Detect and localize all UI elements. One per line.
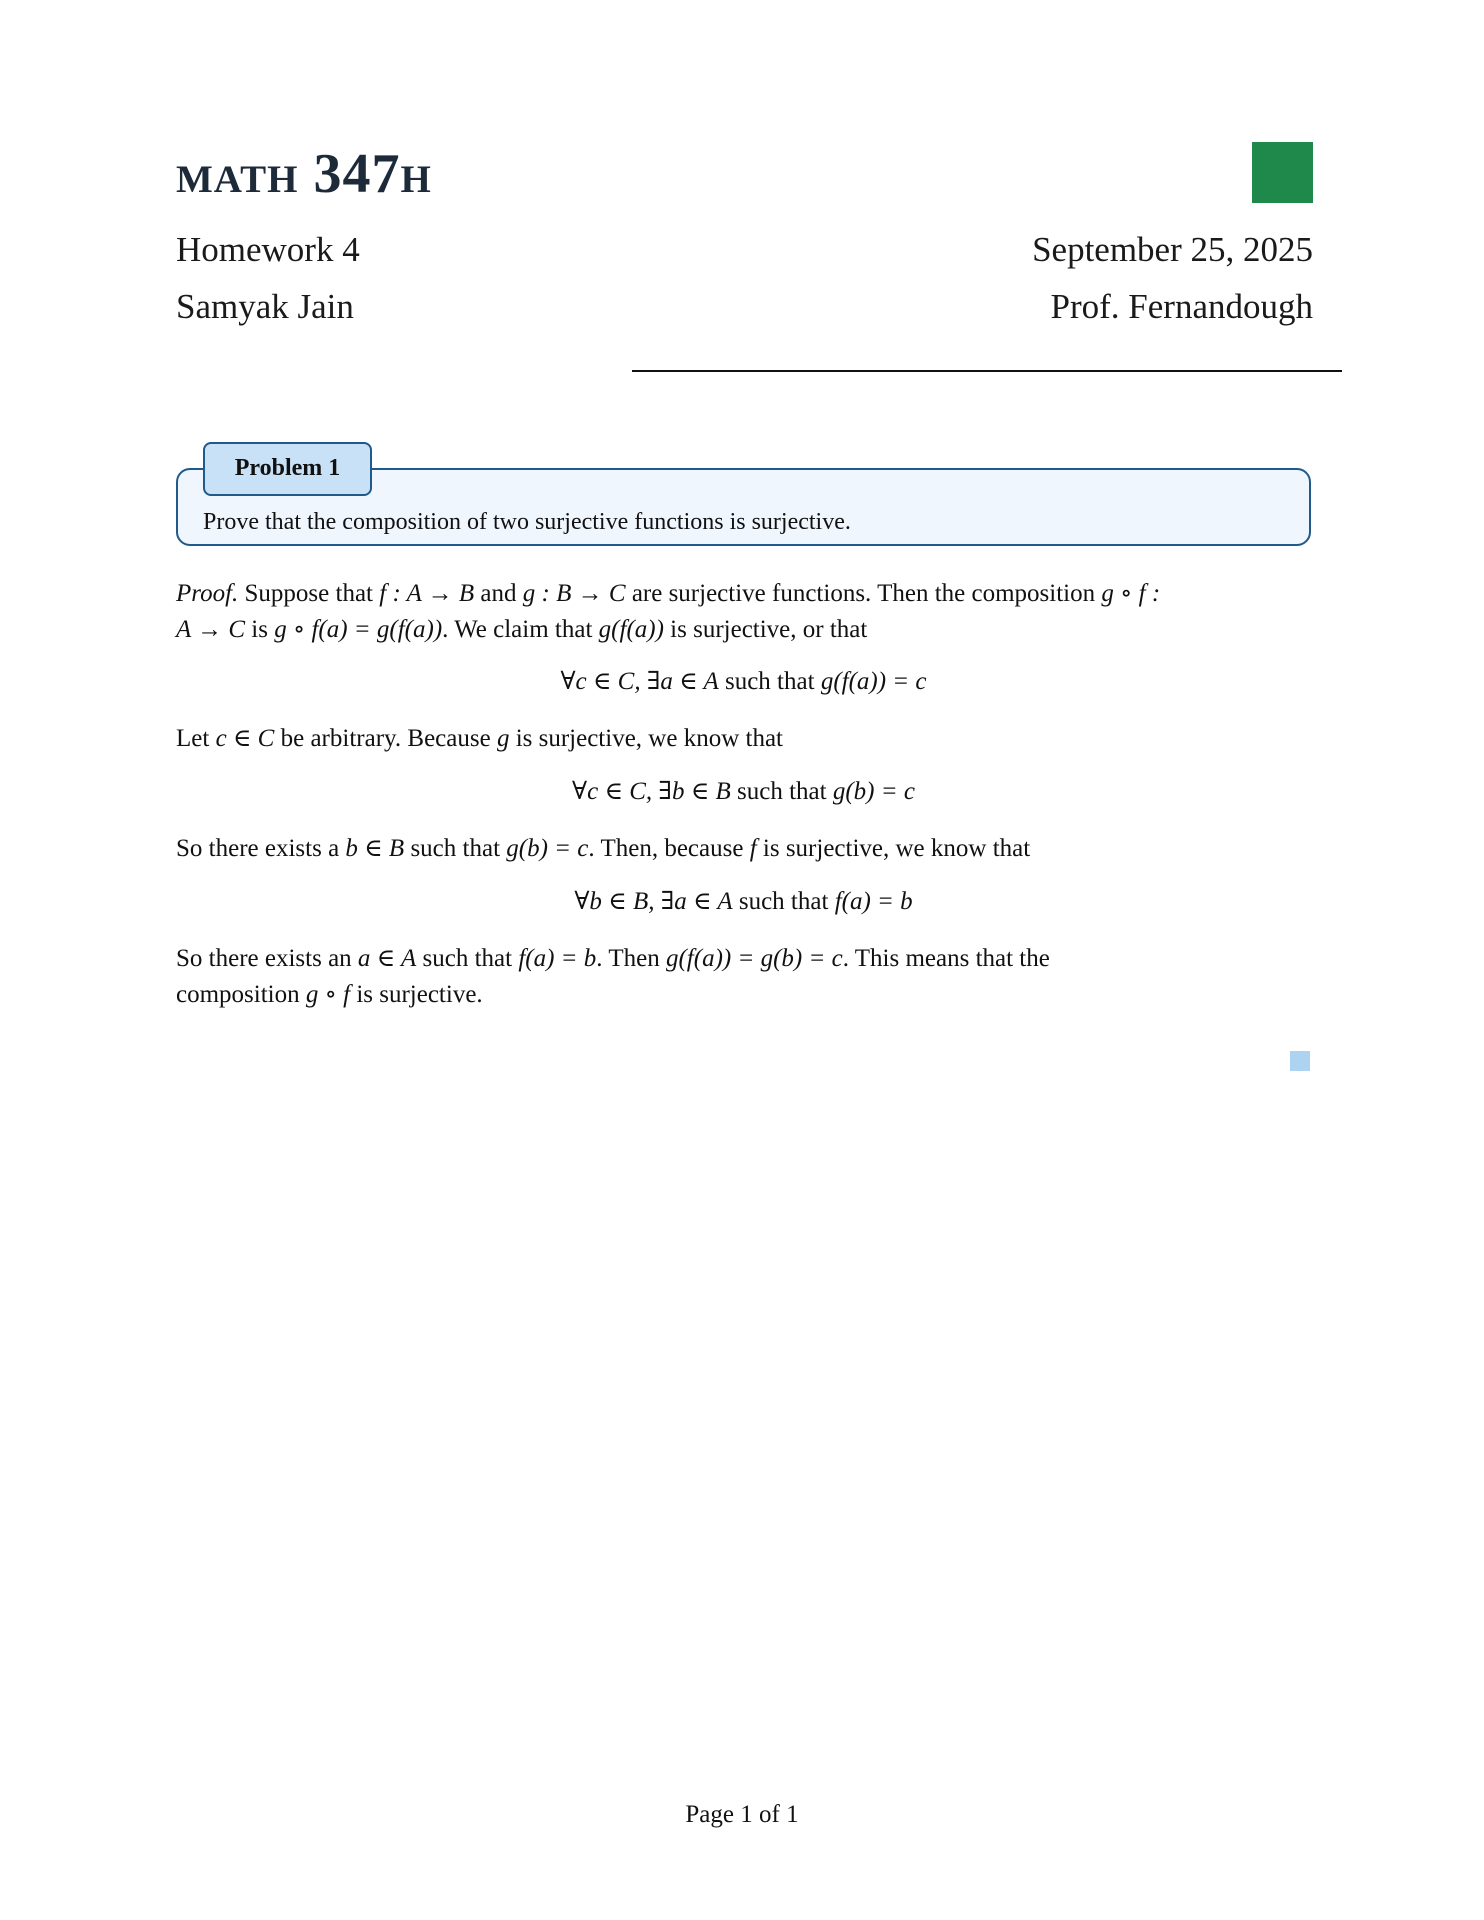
text-fragment: . This means that the [842,945,1050,972]
text-fragment: So there exists an [176,945,352,972]
problem-label: Problem 1 [203,442,372,496]
display-equation-1 [176,664,1311,700]
math-fragment: g(f(a)) = g(b) = c [665,945,843,972]
math-fragment: c ∈ C [215,725,275,752]
math-fragment: b ∈ B [345,835,405,862]
green-square-logo [1252,142,1313,203]
proof-line-1 [176,576,1286,612]
proof-paragraph-3 [176,831,1286,867]
course-prefix: math [176,143,299,205]
page-number: Page 1 of 1 [685,1801,799,1828]
proof-line-2 [176,612,1286,648]
proof-paragraph-2 [176,721,1286,757]
math-fragment: g ∘ f [305,981,351,1008]
assignment-title: Homework 4 [176,230,360,269]
text-fragment: So there exists a [176,835,340,862]
math-fragment: g(f(a)) = c [820,668,927,695]
assignment-date: September 25, 2025 [1032,230,1313,269]
text-fragment: such that [422,945,513,972]
header-divider [632,370,1342,372]
math-g-signature: g : B → C [522,580,626,607]
text-fragment: is surjective, we know that [515,725,783,752]
text-fragment: such that [737,778,827,805]
math-fragment: ∀c ∈ C, ∃a ∈ A [560,668,719,695]
course-suffix: h [400,143,432,205]
text-fragment: be arbitrary. Because [280,725,491,752]
math-f-signature: f : A → B [379,580,475,607]
text-fragment: is [251,616,268,643]
proof-line-4 [176,831,1286,867]
proof-label: Proof. [176,580,239,607]
text-fragment: Let [176,725,210,752]
author-name: Samyak Jain [176,287,354,326]
math-composition-signature: A → C [176,616,245,643]
problem-statement: Prove that the composition of two surjective functions is surjective. [203,509,851,535]
text-fragment: and [480,580,517,607]
math-gfa: g(f(a)) [598,616,664,643]
display-equation-3 [176,884,1311,920]
math-fragment: ∀c ∈ C, ∃b ∈ B [572,778,731,805]
text-fragment: such that [724,668,815,695]
text-fragment: . Then, because [588,835,744,862]
math-fragment: f [749,835,757,862]
display-equation-2 [176,774,1311,810]
text-fragment: such that [738,888,829,915]
qed-square-icon [1290,1051,1310,1071]
text-fragment: Suppose that [244,580,373,607]
math-fragment: f(a) = b [834,888,913,915]
course-number: 347 [313,143,401,205]
math-composition: g ∘ f : [1101,580,1161,607]
proof-paragraph-4 [176,941,1286,1013]
math-fragment: f(a) = b [518,945,597,972]
math-fragment: g [496,725,510,752]
text-fragment: is surjective, or that [670,616,868,643]
text-fragment: are surjective functions. Then the composition [631,580,1096,607]
text-fragment: . We claim that [442,616,593,643]
text-fragment: such that [410,835,501,862]
proof-paragraph-1 [176,576,1286,648]
text-fragment: is surjective, we know that [762,835,1031,862]
math-composition-definition: g ∘ f(a) = g(f(a)) [274,616,443,643]
math-fragment: ∀b ∈ B, ∃a ∈ A [574,888,733,915]
proof-line-6 [176,977,1286,1013]
proof-line-3 [176,721,1286,757]
math-fragment: g(b) = c [506,835,589,862]
text-fragment: composition [176,981,300,1008]
course-title [176,142,432,206]
proof-line-5 [176,941,1286,977]
text-fragment: is surjective. [356,981,483,1008]
professor-name: Prof. Fernandough [1050,287,1313,326]
math-fragment: g(b) = c [832,778,915,805]
text-fragment: . Then [596,945,660,972]
math-fragment: a ∈ A [357,945,417,972]
